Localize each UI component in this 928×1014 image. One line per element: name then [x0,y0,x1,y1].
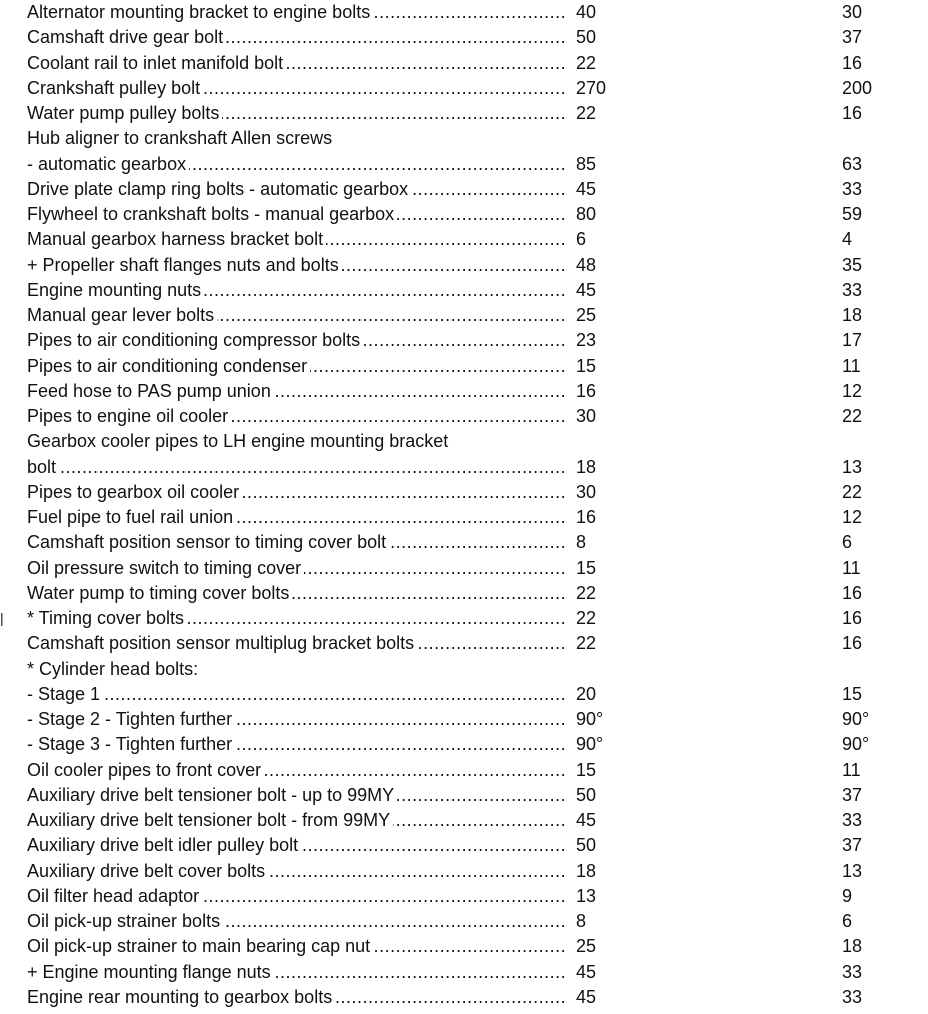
spec-row [0,455,928,480]
torque-nm-value: 48 [576,254,597,275]
torque-lbf-value: 33 [842,178,863,199]
spec-row [0,833,928,858]
spec-description [27,126,566,151]
spec-label: + Engine mounting flange nuts [27,962,274,982]
torque-lbf-value: 15 [842,683,863,704]
torque-nm-value: 40 [576,2,597,22]
spec-label: - Stage 3 - Tighten further [27,734,235,754]
torque-lbf-value: 12 [842,507,863,527]
torque-nm-value: 22 [576,633,597,654]
spec-description [27,51,566,76]
torque-lbf-value: 18 [842,936,863,957]
spec-row [0,76,928,101]
spec-row [0,101,928,126]
spec-description [27,152,566,177]
torque-nm-value: 8 [576,911,587,931]
spec-label: - Stage 2 - Tighten further [27,709,235,729]
spec-description [27,278,566,303]
spec-description [27,379,566,404]
spec-description [27,101,566,126]
revision-mark: | [0,610,4,626]
spec-row [0,429,928,454]
spec-description [27,227,566,252]
spec-row [0,51,928,76]
spec-label: Auxiliary drive belt cover bolts [27,861,268,881]
spec-row [0,0,928,25]
spec-label: Engine rear mounting to gearbox bolts [27,987,335,1007]
spec-row [0,354,928,379]
spec-description [27,631,566,656]
spec-row [0,202,928,227]
torque-nm-value: 15 [576,355,597,376]
torque-lbf-value: 37 [842,835,863,856]
spec-row [0,253,928,278]
spec-row [0,859,928,884]
torque-lbf-value: 33 [842,810,863,830]
spec-row [0,126,928,151]
spec-label: Fuel pipe to fuel rail union [27,507,236,527]
torque-nm-value: 45 [576,178,597,199]
spec-label: * Cylinder head bolts: [27,659,201,679]
torque-lbf-value: 63 [842,153,863,174]
torque-lbf-value: 33 [842,961,863,982]
torque-nm-value: 90° [576,734,604,755]
torque-nm-value: 16 [576,380,597,401]
spec-row [0,657,928,682]
torque-nm-value: 15 [576,759,597,780]
spec-label: Water pump to timing cover bolts [27,583,292,603]
torque-lbf-value: 35 [842,254,863,275]
torque-lbf-value: 33 [842,279,863,300]
torque-lbf-value: 90° [842,709,870,729]
spec-description [27,606,566,631]
spec-label: Crankshaft pulley bolt [27,78,203,98]
spec-row [0,152,928,177]
torque-nm-value: 22 [576,582,597,603]
spec-label: - Stage 1 [27,684,103,704]
torque-nm-value: 18 [576,456,597,477]
spec-description [27,960,566,985]
spec-description [27,303,566,328]
torque-nm-value: 45 [576,810,597,830]
spec-row [0,985,928,1010]
spec-label: * Timing cover bolts [27,608,187,628]
torque-lbf-value: 90° [842,734,870,755]
torque-lbf-value: 33 [842,986,863,1007]
spec-description [27,429,566,454]
spec-description [27,25,566,50]
spec-label: Drive plate clamp ring bolts - automatic gearbox [27,179,411,199]
spec-description [27,404,566,429]
spec-description [27,354,566,379]
spec-description [27,657,566,682]
torque-nm-value: 50 [576,835,597,856]
spec-label: Camshaft drive gear bolt [27,27,226,47]
torque-nm-value: 22 [576,103,597,123]
torque-nm-value: 45 [576,961,597,982]
spec-label: Auxiliary drive belt tensioner bolt - from 99MY [27,810,393,830]
spec-label: Engine mounting nuts [27,280,204,300]
spec-row [0,328,928,353]
spec-row [0,909,928,934]
spec-row [0,960,928,985]
torque-lbf-value: 6 [842,911,853,931]
torque-lbf-value: 16 [842,582,863,603]
torque-lbf-value: 200 [842,77,873,98]
spec-description [27,682,566,707]
spec-description [27,328,566,353]
torque-nm-value: 25 [576,305,597,325]
torque-nm-value: 45 [576,279,597,300]
torque-lbf-value: 6 [842,532,853,553]
spec-description [27,556,566,581]
spec-row [0,404,928,429]
spec-description [27,884,566,909]
spec-row [0,227,928,252]
torque-nm-value: 50 [576,784,597,805]
spec-description [27,581,566,606]
spec-row [0,631,928,656]
spec-label: Auxiliary drive belt tensioner bolt - up to 99MY [27,785,397,805]
spec-row [0,581,928,606]
torque-nm-value: 50 [576,27,597,48]
torque-nm-value: 30 [576,481,597,502]
spec-label: Camshaft position sensor multiplug bracket bolts [27,633,417,653]
spec-label: Oil cooler pipes to front cover [27,760,264,780]
torque-lbf-value: 12 [842,380,863,401]
torque-lbf-value: 9 [842,885,853,906]
spec-label: Oil filter head adaptor [27,886,202,906]
torque-nm-value: 8 [576,532,587,553]
torque-nm-value: 22 [576,52,597,73]
torque-nm-value: 25 [576,936,597,957]
torque-nm-value: 16 [576,507,597,527]
spec-description [27,833,566,858]
spec-row [0,682,928,707]
spec-description [27,530,566,555]
spec-row [0,758,928,783]
torque-nm-value: 270 [576,77,607,98]
torque-nm-value: 30 [576,406,597,426]
spec-row [0,379,928,404]
torque-lbf-value: 30 [842,2,863,22]
spec-label: bolt [27,457,59,477]
torque-lbf-value: 11 [842,355,861,376]
spec-label: Water pump pulley bolts [27,103,222,123]
spec-row [0,177,928,202]
spec-label: + Propeller shaft flanges nuts and bolts [27,255,342,275]
torque-nm-value: 85 [576,153,597,174]
torque-lbf-value: 17 [842,330,863,351]
spec-description [27,455,566,480]
spec-description [27,177,566,202]
spec-row [0,808,928,833]
torque-nm-value: 80 [576,204,597,224]
spec-label: Pipes to air conditioning condenser [27,356,310,376]
torque-nm-value: 18 [576,860,597,881]
spec-description [27,707,566,732]
torque-nm-value: 45 [576,986,597,1007]
spec-row [0,530,928,555]
spec-row [0,732,928,757]
torque-lbf-value: 4 [842,229,853,250]
torque-nm-value: 15 [576,557,597,578]
torque-nm-value: 90° [576,709,604,729]
spec-description [27,859,566,884]
torque-lbf-value: 13 [842,456,863,477]
spec-row [0,556,928,581]
spec-description [27,783,566,808]
torque-lbf-value: 16 [842,52,863,73]
torque-lbf-value: 22 [842,406,863,426]
spec-description [27,480,566,505]
torque-lbf-value: 13 [842,860,863,881]
spec-label: Gearbox cooler pipes to LH engine mounting bracket [27,431,451,451]
spec-description [27,0,566,25]
spec-label: Manual gearbox harness bracket bolt [27,229,326,249]
torque-lbf-value: 11 [842,759,861,780]
torque-lbf-value: 16 [842,103,863,123]
spec-row [0,783,928,808]
spec-label: Oil pick-up strainer to main bearing cap nut [27,936,373,956]
spec-label: Camshaft position sensor to timing cover bolt [27,532,389,552]
torque-lbf-value: 18 [842,305,863,325]
spec-row [0,278,928,303]
torque-nm-value: 6 [576,229,587,250]
spec-description [27,909,566,934]
spec-row [0,884,928,909]
torque-lbf-value: 59 [842,204,863,224]
torque-nm-value: 20 [576,683,597,704]
spec-label: Oil pressure switch to timing cover [27,558,304,578]
torque-lbf-value: 37 [842,27,863,48]
spec-description [27,758,566,783]
spec-label: Pipes to gearbox oil cooler [27,482,242,502]
spec-label: Pipes to air conditioning compressor bolts [27,330,363,350]
spec-row [0,25,928,50]
spec-row [0,303,928,328]
spec-row [0,480,928,505]
torque-nm-value: 22 [576,608,597,628]
spec-label: Hub aligner to crankshaft Allen screws [27,128,335,148]
torque-lbf-value: 11 [842,557,861,578]
spec-label: Alternator mounting bracket to engine bolts [27,2,373,22]
spec-description [27,505,566,530]
spec-label: Manual gear lever bolts [27,305,217,325]
spec-description [27,808,566,833]
torque-lbf-value: 16 [842,608,863,628]
spec-label: Pipes to engine oil cooler [27,406,231,426]
torque-lbf-value: 22 [842,481,863,502]
spec-row [0,934,928,959]
spec-label: - automatic gearbox [27,154,189,174]
spec-description [27,202,566,227]
spec-row [0,707,928,732]
spec-description [27,253,566,278]
spec-label: Flywheel to crankshaft bolts - manual gearbox [27,204,397,224]
spec-label: Feed hose to PAS pump union [27,381,274,401]
spec-description [27,76,566,101]
spec-row [0,606,928,631]
spec-description [27,732,566,757]
spec-row [0,505,928,530]
spec-label: Oil pick-up strainer bolts [27,911,223,931]
torque-nm-value: 13 [576,885,597,906]
torque-lbf-value: 37 [842,784,863,805]
torque-lbf-value: 16 [842,633,863,654]
spec-label: Coolant rail to inlet manifold bolt [27,53,286,73]
spec-description [27,985,566,1010]
spec-label: Auxiliary drive belt idler pulley bolt [27,835,301,855]
spec-description [27,934,566,959]
torque-nm-value: 23 [576,330,597,351]
